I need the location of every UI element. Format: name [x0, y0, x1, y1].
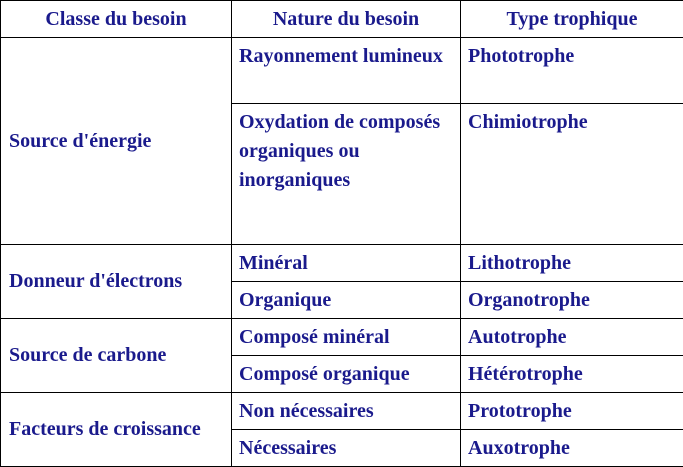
header-row [1, 1, 683, 38]
header-nature: Nature du besoin [232, 1, 461, 38]
table-row [1, 393, 683, 430]
type-cell: Autotrophe [461, 319, 683, 356]
nature-cell: Non nécessaires [232, 393, 461, 430]
table-row [1, 245, 683, 282]
type-cell: Phototrophe [461, 38, 683, 104]
classe-cell-carbone: Source de carbone [1, 319, 232, 393]
classe-cell-croissance: Facteurs de croissance [1, 393, 232, 467]
type-cell: Chimiotrophe [461, 104, 683, 245]
nature-cell: Minéral [232, 245, 461, 282]
nature-cell: Composé minéral [232, 319, 461, 356]
table-row [1, 319, 683, 356]
classe-cell-donneur: Donneur d'électrons [1, 245, 232, 319]
classe-cell-energie: Source d'énergie [1, 38, 232, 245]
nature-cell: Rayonnement lumineux [232, 38, 461, 104]
header-type: Type trophique [461, 1, 683, 38]
nature-cell: Oxydation de composés organiques ou inorganiques [232, 104, 461, 245]
nature-cell: Organique [232, 282, 461, 319]
type-cell: Hétérotrophe [461, 356, 683, 393]
type-cell: Lithotrophe [461, 245, 683, 282]
type-cell: Auxotrophe [461, 430, 683, 467]
header-classe: Classe du besoin [1, 1, 232, 38]
nature-cell: Nécessaires [232, 430, 461, 467]
type-cell: Organotrophe [461, 282, 683, 319]
type-cell: Prototrophe [461, 393, 683, 430]
nature-cell: Composé organique [232, 356, 461, 393]
table-row [1, 38, 683, 104]
